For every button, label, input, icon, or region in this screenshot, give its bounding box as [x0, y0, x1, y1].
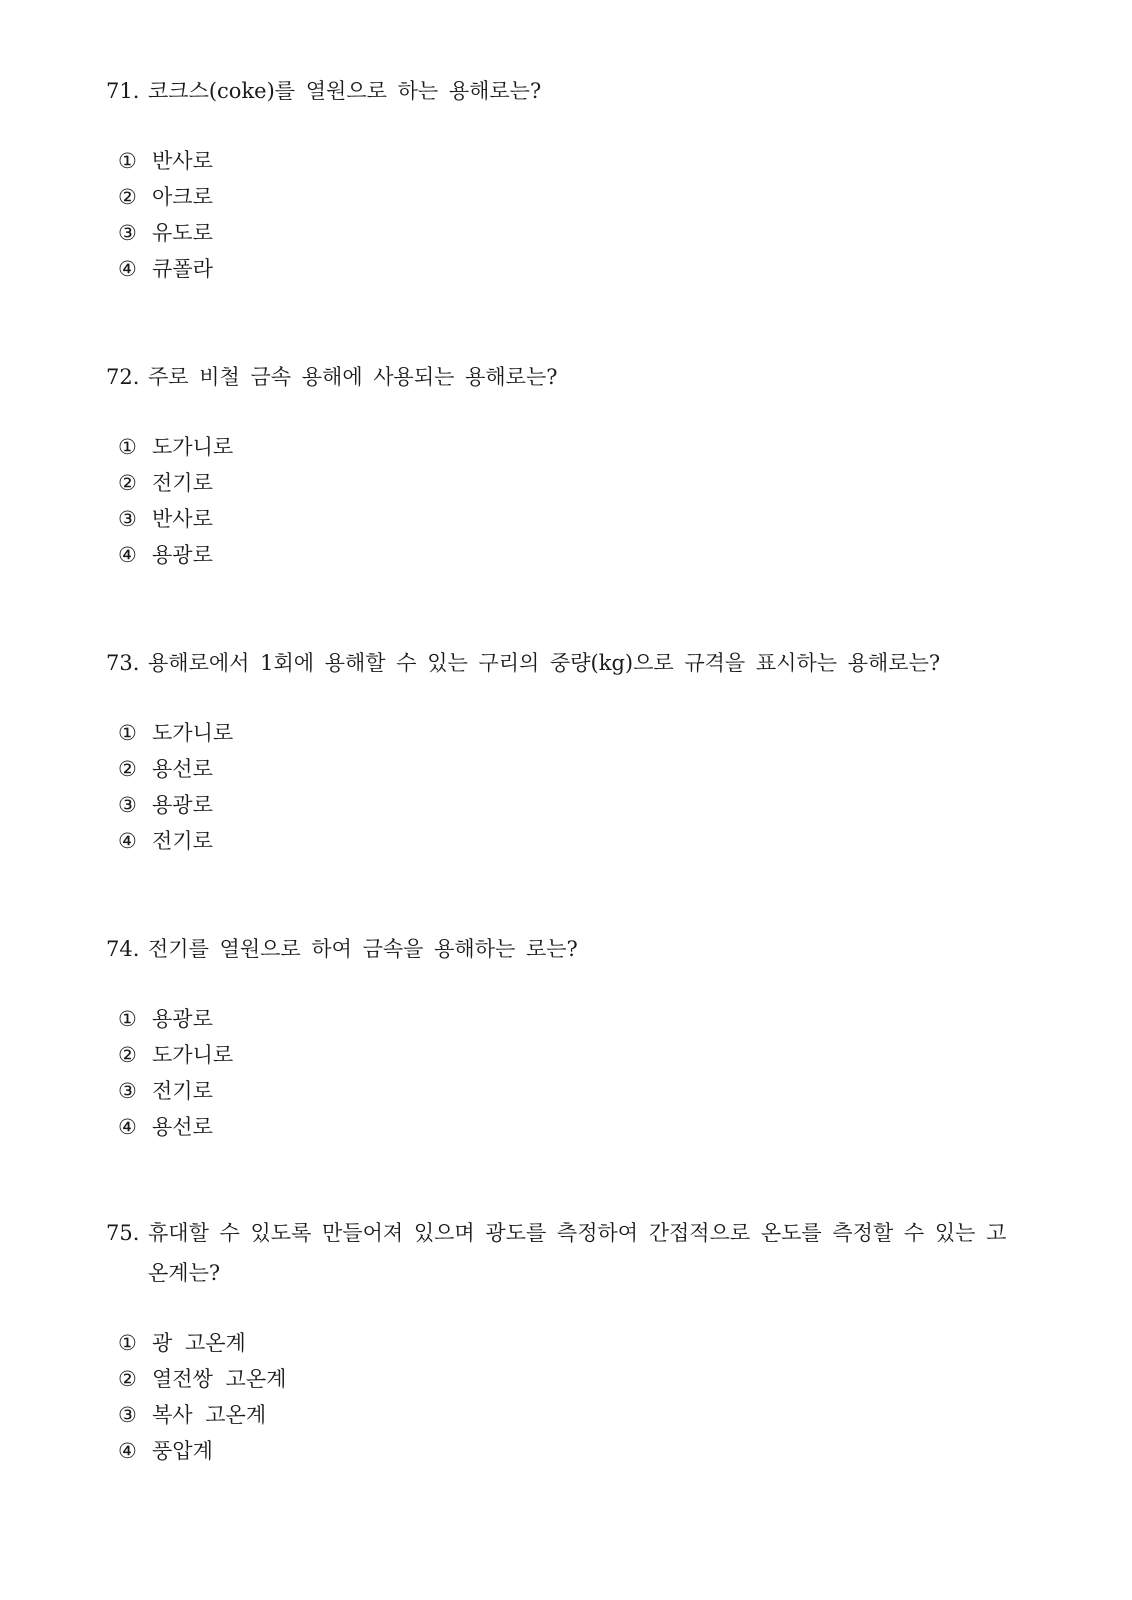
option-2[interactable]	[118, 1361, 1026, 1397]
question-stem	[106, 357, 1026, 397]
option-3[interactable]	[118, 215, 1026, 251]
option-4[interactable]	[118, 823, 1026, 859]
option-text: 도가니로	[152, 721, 234, 745]
option-list	[118, 1001, 1026, 1145]
option-text: 반사로	[152, 507, 213, 531]
option-2[interactable]	[118, 1037, 1026, 1073]
question-text: 전기를 열원으로 하여 금속을 용해하는 로는?	[148, 937, 578, 961]
option-text: 도가니로	[152, 435, 234, 459]
option-text: 반사로	[152, 149, 213, 173]
question-stem	[106, 929, 1026, 969]
option-text: 전기로	[152, 829, 213, 853]
option-4[interactable]	[118, 1433, 1026, 1469]
option-2[interactable]	[118, 179, 1026, 215]
question-stem	[106, 1213, 1026, 1293]
option-marker: ①	[118, 149, 137, 173]
option-list	[118, 1325, 1026, 1469]
option-text: 광 고온계	[152, 1331, 246, 1355]
option-text: 용광로	[152, 1007, 213, 1031]
question-number: 75.	[106, 1221, 140, 1245]
option-marker: ②	[118, 757, 137, 781]
option-3[interactable]	[118, 1073, 1026, 1109]
option-text: 용선로	[152, 1115, 213, 1139]
option-marker: ③	[118, 221, 137, 245]
question-stem	[106, 643, 1026, 683]
option-list	[118, 715, 1026, 859]
option-marker: ①	[118, 1331, 137, 1355]
option-text: 풍압계	[152, 1439, 213, 1463]
option-1[interactable]	[118, 143, 1026, 179]
option-3[interactable]	[118, 787, 1026, 823]
option-list	[118, 143, 1026, 287]
option-text: 큐폴라	[152, 257, 213, 281]
question-stem	[106, 71, 1026, 111]
option-marker: ②	[118, 471, 137, 495]
option-4[interactable]	[118, 1109, 1026, 1145]
option-text: 용광로	[152, 793, 213, 817]
option-text: 아크로	[152, 185, 213, 209]
question-text: 코크스(coke)를 열원으로 하는 용해로는?	[148, 79, 542, 103]
question-number: 74.	[106, 937, 140, 961]
option-text: 전기로	[152, 471, 213, 495]
option-text: 도가니로	[152, 1043, 234, 1067]
option-4[interactable]	[118, 251, 1026, 287]
option-marker: ④	[118, 257, 137, 281]
option-marker: ②	[118, 1043, 137, 1067]
option-marker: ②	[118, 185, 137, 209]
option-text: 유도로	[152, 221, 213, 245]
option-marker: ①	[118, 721, 137, 745]
question-number: 73.	[106, 651, 140, 675]
option-marker: ④	[118, 543, 137, 567]
question-text: 주로 비철 금속 용해에 사용되는 용해로는?	[148, 365, 558, 389]
question-73	[106, 643, 1026, 859]
option-1[interactable]	[118, 1325, 1026, 1361]
option-marker: ④	[118, 1115, 137, 1139]
question-75	[106, 1213, 1026, 1469]
question-74	[106, 929, 1026, 1145]
question-number: 71.	[106, 79, 140, 103]
option-marker: ④	[118, 829, 137, 853]
option-3[interactable]	[118, 1397, 1026, 1433]
option-1[interactable]	[118, 1001, 1026, 1037]
option-text: 용광로	[152, 543, 213, 567]
question-number: 72.	[106, 365, 140, 389]
question-text: 휴대할 수 있도록 만들어져 있으며 광도를 측정하여 간접적으로 온도를 측정할 수 있는 고온계는?	[148, 1221, 1007, 1285]
option-list	[118, 429, 1026, 573]
option-marker: ①	[118, 1007, 137, 1031]
option-marker: ②	[118, 1367, 137, 1391]
option-marker: ①	[118, 435, 137, 459]
option-text: 전기로	[152, 1079, 213, 1103]
option-marker: ③	[118, 1079, 137, 1103]
option-marker: ③	[118, 1403, 137, 1427]
option-text: 용선로	[152, 757, 213, 781]
option-marker: ③	[118, 507, 137, 531]
option-2[interactable]	[118, 465, 1026, 501]
question-text: 용해로에서 1회에 용해할 수 있는 구리의 중량(kg)으로 규격을 표시하는 용해로는?	[148, 651, 941, 675]
question-71	[106, 71, 1026, 287]
option-text: 복사 고온계	[152, 1403, 267, 1427]
option-1[interactable]	[118, 429, 1026, 465]
question-72	[106, 357, 1026, 573]
option-text: 열전쌍 고온계	[152, 1367, 287, 1391]
option-1[interactable]	[118, 715, 1026, 751]
option-4[interactable]	[118, 537, 1026, 573]
option-2[interactable]	[118, 751, 1026, 787]
option-3[interactable]	[118, 501, 1026, 537]
option-marker: ③	[118, 793, 137, 817]
option-marker: ④	[118, 1439, 137, 1463]
